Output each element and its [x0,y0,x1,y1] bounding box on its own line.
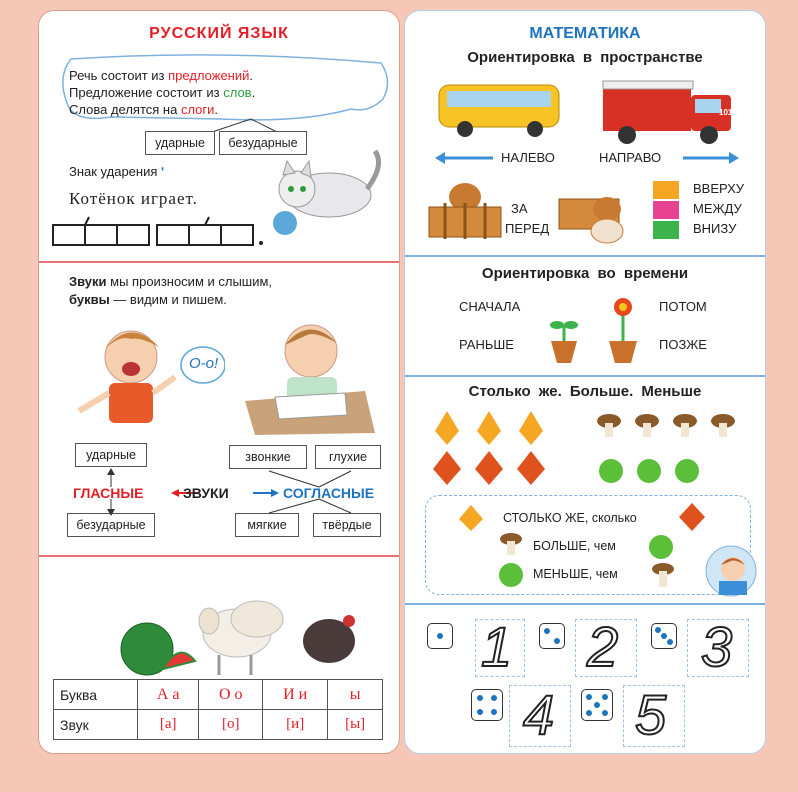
vowel-stressed-box: ударные [75,443,147,467]
speech-line-1: Речь состоит из предложений. [69,68,254,83]
less-line: МЕНЬШЕ, чем [533,567,618,581]
letter-cell: И и [263,680,328,710]
leaves-illustration [429,407,553,487]
digit-4: 4 [523,683,555,746]
sounds-label: ЗВУКИ [183,485,229,501]
time-heading: Ориентировка во времени [481,265,689,282]
hard-box: твёрдые [313,513,381,537]
then-label: ПОТОМ [659,299,707,314]
sound-cell: [о] [199,710,263,740]
fire-truck-illustration [599,75,739,145]
dog-behind-fence-illustration [425,175,505,245]
letters-sounds-table [53,679,383,740]
mushroom-icon [499,531,523,559]
digit-3: 3 [701,615,733,678]
right-label: НАПРАВО [599,150,662,165]
watermelon-sheep-turkey-illustration [119,571,359,681]
stacked-cubes-illustration [649,179,685,243]
plant-growth-illustration [543,293,643,365]
apple-icon [647,533,675,561]
voiced-box: звонкие [229,445,307,469]
stressed-box: ударные [145,131,215,155]
dog-front-fence-illustration [555,179,635,249]
bottom-label: ВНИЗУ [693,221,737,236]
digit-1: 1 [481,615,513,678]
writing-boy-illustration [235,311,385,435]
orange-leaf-icon [457,503,485,533]
letters-row [54,680,383,710]
front-label: ПЕРЕД [505,221,550,236]
letter-cell: ы [328,680,383,710]
sounds-text-2: буквы — видим и пишем. [69,292,227,307]
russian-title: РУССКИЙ ЯЗЫК [149,25,289,42]
math-title: МАТЕМАТИКА [529,25,641,42]
sounds-row-label: Звук [54,710,138,740]
top-label: ВВЕРХУ [693,181,745,196]
later-label: ПОЗЖЕ [659,337,707,352]
digit-5: 5 [635,683,667,746]
kitten-illustration [263,145,389,245]
voiceless-box: глухие [315,445,381,469]
speech-bubble-text: О-о! [189,355,219,372]
die-3-icon [651,623,677,649]
divider-3 [405,255,765,257]
consonants-label: СОГЛАСНЫЕ [283,485,375,501]
shouting-boy-illustration [75,317,225,427]
die-1-icon [427,623,453,649]
stress-sign-line: Знак ударения ʹ [69,164,165,179]
die-2-icon [539,623,565,649]
mushrooms-apples-illustration [593,411,737,487]
apple-icon-2 [497,561,525,589]
earlier-label: РАНЬШЕ [459,337,514,352]
sounds-row [54,710,383,740]
speech-line-3: Слова делятся на слоги. [69,102,219,117]
space-heading: Ориентировка в пространстве [467,49,703,66]
russian-card [38,10,400,754]
more-line: БОЛЬШЕ, чем [533,539,616,553]
between-label: МЕЖДУ [693,201,742,216]
sound-cell: [и] [263,710,328,740]
divider-4 [405,375,765,377]
mushroom-icon-2 [651,561,675,591]
divider-2 [39,555,399,557]
die-5-icon [581,689,613,721]
sound-cell: [ы] [328,710,383,740]
digit-2: 2 [587,615,619,678]
word-scheme [51,213,291,253]
bus-illustration [435,79,565,139]
compare-heading: Столько же. Больше. Меньше [468,383,702,400]
sounds-text-1: Звуки мы произносим и слышим, [69,274,273,289]
die-4-icon [471,689,503,721]
speech-line-2: Предложение состоит из слов. [69,85,256,100]
unstressed-box: безударные [219,131,307,155]
vowel-unstressed-box: безударные [67,513,155,537]
example-sentence: Котёнок играет. [69,189,198,208]
math-card [404,10,766,754]
direction-arrows [433,149,743,167]
first-label: СНАЧАЛА [459,299,521,314]
sound-cell: [а] [138,710,199,740]
letter-cell: О о [199,680,263,710]
behind-label: ЗА [511,201,528,216]
letters-row-label: Буква [54,680,138,710]
left-label: НАЛЕВО [501,150,555,165]
letter-cell: А а [138,680,199,710]
divider-5 [405,603,765,605]
soft-box: мягкие [235,513,299,537]
truck-number: 101 [719,108,733,117]
same-line: СТОЛЬКО ЖЕ, сколько [503,511,637,525]
waving-boy-avatar [705,545,757,597]
vowels-label: ГЛАСНЫЕ [73,485,144,501]
red-leaf-icon [677,501,707,533]
divider-1 [39,261,399,263]
